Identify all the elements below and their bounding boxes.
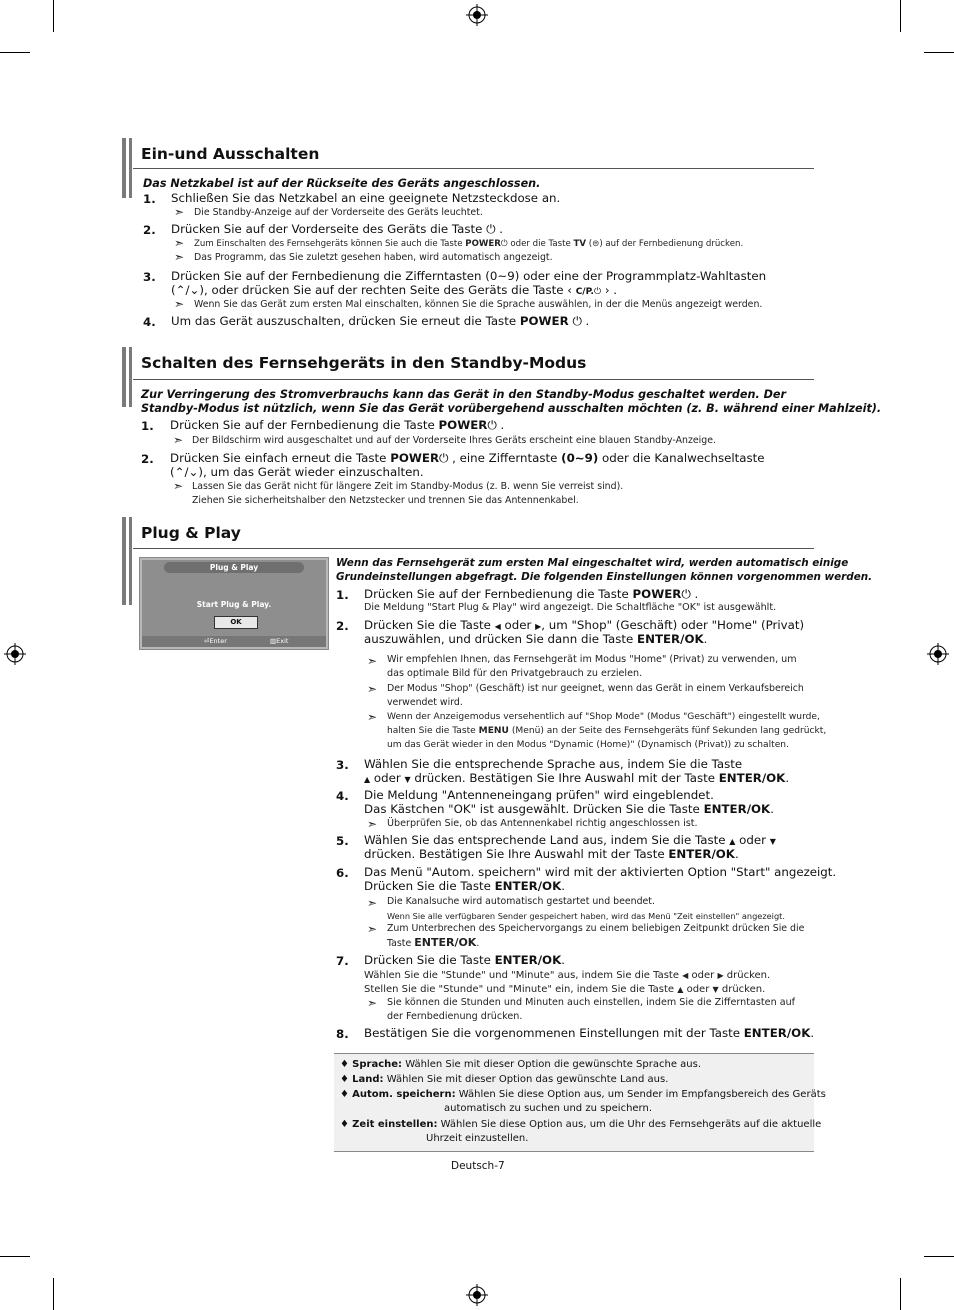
right-arrow-icon: ▶ bbox=[717, 971, 724, 980]
step-text: Um das Gerät auszuschalten, drücken Sie erneut die Taste POWER ⏻ . bbox=[171, 314, 590, 328]
note-text: Die Standby-Anzeige auf der Vorderseite des Geräts leuchtet. bbox=[194, 207, 483, 218]
step-text: Drücken Sie auf der Fernbedienung die Zifferntasten (0~9) oder eine der Programmplatz-Wahltasten bbox=[171, 269, 767, 283]
step-text: Drücken Sie einfach erneut die Taste POWER⏻ , eine Zifferntaste (0~9) oder die Kanalwechseltaste bbox=[170, 451, 765, 465]
up-arrow-icon: ▲ bbox=[677, 985, 684, 994]
power-icon: ⏻ bbox=[681, 587, 691, 601]
note-arrow-icon: ➣ bbox=[174, 250, 185, 264]
note-text: der Fernbedienung drücken. bbox=[387, 1011, 523, 1022]
enter-icon: ⏎ bbox=[204, 637, 210, 645]
step-text: Das Kästchen "OK" ist ausgewählt. Drücken Sie die Taste ENTER/OK. bbox=[364, 802, 774, 816]
note-arrow-icon: ➣ bbox=[174, 297, 185, 311]
note-text: Lassen Sie das Gerät nicht für längere Zeit im Standby-Modus (z. B. wenn Sie verreist sind). bbox=[192, 481, 624, 492]
note-text: Überprüfen Sie, ob das Antennenkabel richtig angeschlossen ist. bbox=[387, 818, 698, 829]
down-arrow-icon: ▼ bbox=[769, 837, 776, 846]
power-icon: ⏻ bbox=[487, 418, 497, 432]
crop-mark bbox=[0, 52, 30, 53]
step-subtext: Stellen Sie die "Stunde" und "Minute" ein, indem Sie die Taste ▲ oder ▼ drücken. bbox=[364, 984, 766, 995]
power-icon: ⏻ bbox=[593, 287, 602, 297]
step-text: Drücken Sie die Taste ENTER/OK. bbox=[364, 879, 565, 893]
step-text: Bestätigen Sie die vorgenommenen Einstellungen mit der Taste ENTER/OK. bbox=[364, 1026, 815, 1040]
note-text: verwendet wird. bbox=[387, 697, 463, 708]
intro-text: Zur Verringerung des Stromverbrauchs kann das Gerät in den Standby-Modus geschaltet werden. Der bbox=[141, 388, 787, 401]
note-text: um das Gerät wieder in den Modus "Dynamic (Home)" (Dynamisch (Privat)) zu schalten. bbox=[387, 740, 789, 750]
note-text: Wir empfehlen Ihnen, das Fernsehgerät im Modus "Home" (Privat) zu verwenden, um bbox=[387, 654, 797, 665]
step-text: Wählen Sie die entsprechende Sprache aus, indem Sie die Taste bbox=[364, 757, 743, 771]
note-text: Sie können die Stunden und Minuten auch einstellen, indem Sie die Zifferntasten auf bbox=[387, 997, 796, 1008]
section-bar bbox=[122, 517, 126, 605]
note-arrow-icon: ➣ bbox=[367, 682, 378, 696]
note-text: Zum Einschalten des Fernsehgeräts können Sie auch die Taste POWER⏻ oder die Taste TV (⊜) auf der Fernbedienung drücken. bbox=[194, 239, 744, 249]
step-number: 5. bbox=[336, 834, 349, 848]
crop-mark bbox=[900, 1278, 901, 1310]
note-arrow-icon: ➣ bbox=[174, 205, 185, 219]
note-text: Der Bildschirm wird ausgeschaltet und auf der Vorderseite Ihres Geräts erscheint eine blauen Standby-Anzeige. bbox=[192, 435, 716, 446]
up-arrow-icon: ▲ bbox=[729, 837, 736, 846]
osd-message: Start Plug & Play. bbox=[196, 600, 272, 609]
option-row: ♦ Land: Wählen Sie mit dieser Option das gewünschte Land aus. bbox=[340, 1074, 669, 1085]
note-arrow-icon: ➣ bbox=[367, 996, 378, 1010]
step-number: 7. bbox=[336, 954, 349, 968]
bullet-icon: ♦ bbox=[340, 1119, 349, 1130]
note-text: Taste ENTER/OK. bbox=[387, 936, 480, 949]
note-arrow-icon: ➣ bbox=[367, 817, 378, 831]
registration-mark-icon bbox=[466, 4, 488, 26]
step-text: Drücken Sie die Taste ENTER/OK. bbox=[364, 953, 565, 967]
power-icon: ⏻ bbox=[572, 314, 582, 328]
step-number: 1. bbox=[143, 192, 156, 206]
intro-text: Das Netzkabel ist auf der Rückseite des Geräts angeschlossen. bbox=[143, 177, 541, 190]
step-number: 1. bbox=[141, 419, 154, 433]
step-text: (⌃/⌄), oder drücken Sie auf der rechten Seite des Geräts die Taste ‹ C/P.⏻ › . bbox=[171, 283, 618, 297]
step-text: Drücken Sie auf der Fernbedienung die Taste POWER⏻ . bbox=[364, 587, 699, 601]
down-arrow-icon: ▼ bbox=[712, 985, 719, 994]
section-rule bbox=[133, 379, 814, 380]
crop-mark bbox=[924, 52, 954, 53]
step-text: ▲ oder ▼ drücken. Bestätigen Sie Ihre Auswahl mit der Taste ENTER/OK. bbox=[364, 771, 790, 785]
section-title: Plug & Play bbox=[141, 524, 241, 542]
note-text: das optimale Bild für den Privatgebrauch zu erzielen. bbox=[387, 668, 643, 679]
crop-mark bbox=[0, 1256, 30, 1257]
option-row: ♦ Zeit einstellen: Wählen Sie diese Option aus, um die Uhr des Fernsehgeräts auf die aktuelle bbox=[340, 1119, 822, 1130]
tv-icon: ⊜ bbox=[592, 239, 600, 249]
step-number: 1. bbox=[336, 588, 349, 602]
section-bar bbox=[122, 138, 126, 198]
intro-text: Wenn das Fernsehgerät zum ersten Mal eingeschaltet wird, werden automatisch einige bbox=[336, 557, 849, 569]
note-text: Wenn Sie alle verfügbaren Sender gespeichert haben, wird das Menü "Zeit einstellen" angezeigt. bbox=[387, 911, 785, 921]
channel-up-icon: ⌃ bbox=[175, 283, 186, 297]
section-rule bbox=[133, 168, 814, 169]
power-icon: ⏻ bbox=[500, 239, 508, 249]
channel-down-icon: ⌄ bbox=[188, 465, 199, 479]
left-arrow-icon: ◀ bbox=[494, 622, 501, 631]
crop-mark bbox=[900, 0, 901, 32]
section-bar bbox=[129, 347, 132, 407]
osd-screen bbox=[142, 560, 326, 647]
channel-up-icon: ⌃ bbox=[174, 465, 185, 479]
intro-text: Standby-Modus ist nützlich, wenn Sie das Gerät vorübergehend ausschalten möchten (z. B. während einer Mahlzeit). bbox=[141, 402, 882, 415]
note-text: Der Modus "Shop" (Geschäft) ist nur geeignet, wenn das Gerät in einem Verkaufsbereich bbox=[387, 683, 804, 694]
step-number: 2. bbox=[141, 452, 154, 466]
section-bar bbox=[122, 347, 126, 407]
power-icon: ⏻ bbox=[439, 451, 449, 465]
osd-ok-button[interactable]: OK bbox=[214, 616, 258, 629]
step-text: Die Meldung "Antenneneingang prüfen" wird eingeblendet. bbox=[364, 788, 714, 802]
bullet-icon: ♦ bbox=[340, 1089, 349, 1100]
osd-title: Plug & Play bbox=[164, 562, 304, 573]
step-text: Wählen Sie das entsprechende Land aus, indem Sie die Taste ▲ oder ▼ bbox=[364, 833, 776, 847]
note-text: Ziehen Sie sicherheitshalber den Netzstecker und trennen Sie das Antennenkabel. bbox=[192, 495, 579, 506]
note-arrow-icon: ➣ bbox=[174, 236, 185, 250]
option-row: ♦ Autom. speichern: Wählen Sie diese Option aus, um Sender im Empfangsbereich des Geräts bbox=[340, 1089, 826, 1100]
step-number: 4. bbox=[143, 315, 156, 329]
option-row-continued: Uhrzeit einzustellen. bbox=[426, 1133, 529, 1144]
step-text: Schließen Sie das Netzkabel an eine geeignete Netzsteckdose an. bbox=[171, 191, 561, 205]
up-arrow-icon: ▲ bbox=[364, 775, 371, 784]
note-text: Wenn Sie das Gerät zum ersten Mal einschalten, können Sie die Sprache auswählen, in der die Menüs angezeigt werden. bbox=[194, 299, 763, 310]
option-row: ♦ Sprache: Wählen Sie mit dieser Option die gewünschte Sprache aus. bbox=[340, 1059, 702, 1070]
note-arrow-icon: ➣ bbox=[367, 710, 378, 724]
exit-icon: ▥ bbox=[270, 637, 277, 645]
note-text: Zum Unterbrechen des Speichervorgangs zu einem beliebigen Zeitpunkt drücken Sie die bbox=[387, 923, 805, 934]
registration-mark-icon bbox=[927, 643, 949, 665]
step-number: 3. bbox=[336, 758, 349, 772]
section-rule bbox=[133, 548, 814, 549]
osd-footer bbox=[142, 636, 326, 647]
bullet-icon: ♦ bbox=[340, 1074, 349, 1085]
osd-enter-hint: ⏎Enter bbox=[204, 637, 227, 645]
section-bar bbox=[129, 517, 132, 605]
section-title: Ein-und Ausschalten bbox=[141, 145, 320, 163]
note-arrow-icon: ➣ bbox=[367, 922, 378, 936]
note-text: Die Kanalsuche wird automatisch gestartet und beendet. bbox=[387, 896, 655, 907]
intro-text: Grundeinstellungen abgefragt. Die folgenden Einstellungen können vorgenommen werden. bbox=[336, 571, 873, 583]
step-number: 8. bbox=[336, 1027, 349, 1041]
step-text: drücken. Bestätigen Sie Ihre Auswahl mit der Taste ENTER/OK. bbox=[364, 847, 739, 861]
bullet-icon: ♦ bbox=[340, 1059, 349, 1070]
step-subtext: Wählen Sie die "Stunde" und "Minute" aus, indem Sie die Taste ◀ oder ▶ drücken. bbox=[364, 970, 771, 981]
section-title: Schalten des Fernsehgeräts in den Standby-Modus bbox=[141, 354, 587, 372]
option-row-continued: automatisch zu suchen und zu speichern. bbox=[444, 1103, 653, 1114]
osd-exit-hint: ▥Exit bbox=[270, 637, 289, 645]
step-number: 4. bbox=[336, 789, 349, 803]
note-arrow-icon: ➣ bbox=[367, 654, 378, 668]
step-number: 3. bbox=[143, 270, 156, 284]
plug-and-play-osd bbox=[139, 557, 329, 650]
note-arrow-icon: ➣ bbox=[367, 896, 378, 910]
channel-down-icon: ⌄ bbox=[189, 283, 200, 297]
registration-mark-icon bbox=[4, 643, 26, 665]
power-icon: ⏻ bbox=[486, 222, 496, 236]
note-arrow-icon: ➣ bbox=[173, 479, 184, 493]
step-subtext: Die Meldung "Start Plug & Play" wird angezeigt. Die Schaltfläche "OK" ist ausgewählt. bbox=[364, 602, 777, 613]
note-arrow-icon: ➣ bbox=[173, 433, 184, 447]
step-text: Drücken Sie die Taste ◀ oder ▶, um "Shop" (Geschäft) oder "Home" (Privat) bbox=[364, 618, 805, 632]
step-number: 6. bbox=[336, 866, 349, 880]
step-text: (⌃/⌄), um das Gerät wieder einzuschalten. bbox=[170, 465, 424, 479]
registration-mark-icon bbox=[466, 1284, 488, 1306]
step-text: Drücken Sie auf der Fernbedienung die Taste POWER⏻ . bbox=[170, 418, 505, 432]
step-text: Drücken Sie auf der Vorderseite des Geräts die Taste ⏻ . bbox=[171, 222, 503, 236]
page-number: Deutsch-7 bbox=[451, 1160, 505, 1172]
crop-mark bbox=[924, 1256, 954, 1257]
options-table bbox=[334, 1053, 826, 1152]
note-text: Das Programm, das Sie zuletzt gesehen haben, wird automatisch angezeigt. bbox=[194, 252, 553, 263]
note-text: Wenn der Anzeigemodus versehentlich auf "Shop Mode" (Modus "Geschäft") eingestellt wurde, bbox=[387, 712, 820, 722]
right-arrow-icon: ▶ bbox=[535, 622, 542, 631]
step-text: auszuwählen, und drücken Sie dann die Taste ENTER/OK. bbox=[364, 632, 708, 646]
step-text: Das Menü "Autom. speichern" wird mit der aktivierten Option "Start" angezeigt. bbox=[364, 865, 837, 879]
section-bar bbox=[129, 138, 132, 198]
crop-mark bbox=[53, 1278, 54, 1310]
crop-mark bbox=[53, 0, 54, 32]
step-number: 2. bbox=[336, 619, 349, 633]
left-arrow-icon: ◀ bbox=[682, 971, 689, 980]
down-arrow-icon: ▼ bbox=[404, 775, 411, 784]
step-number: 2. bbox=[143, 223, 156, 237]
note-text: halten Sie die Taste MENU (Menü) an der Seite des Fernsehgeräts fünf Sekunden lang gedrückt, bbox=[387, 726, 827, 736]
